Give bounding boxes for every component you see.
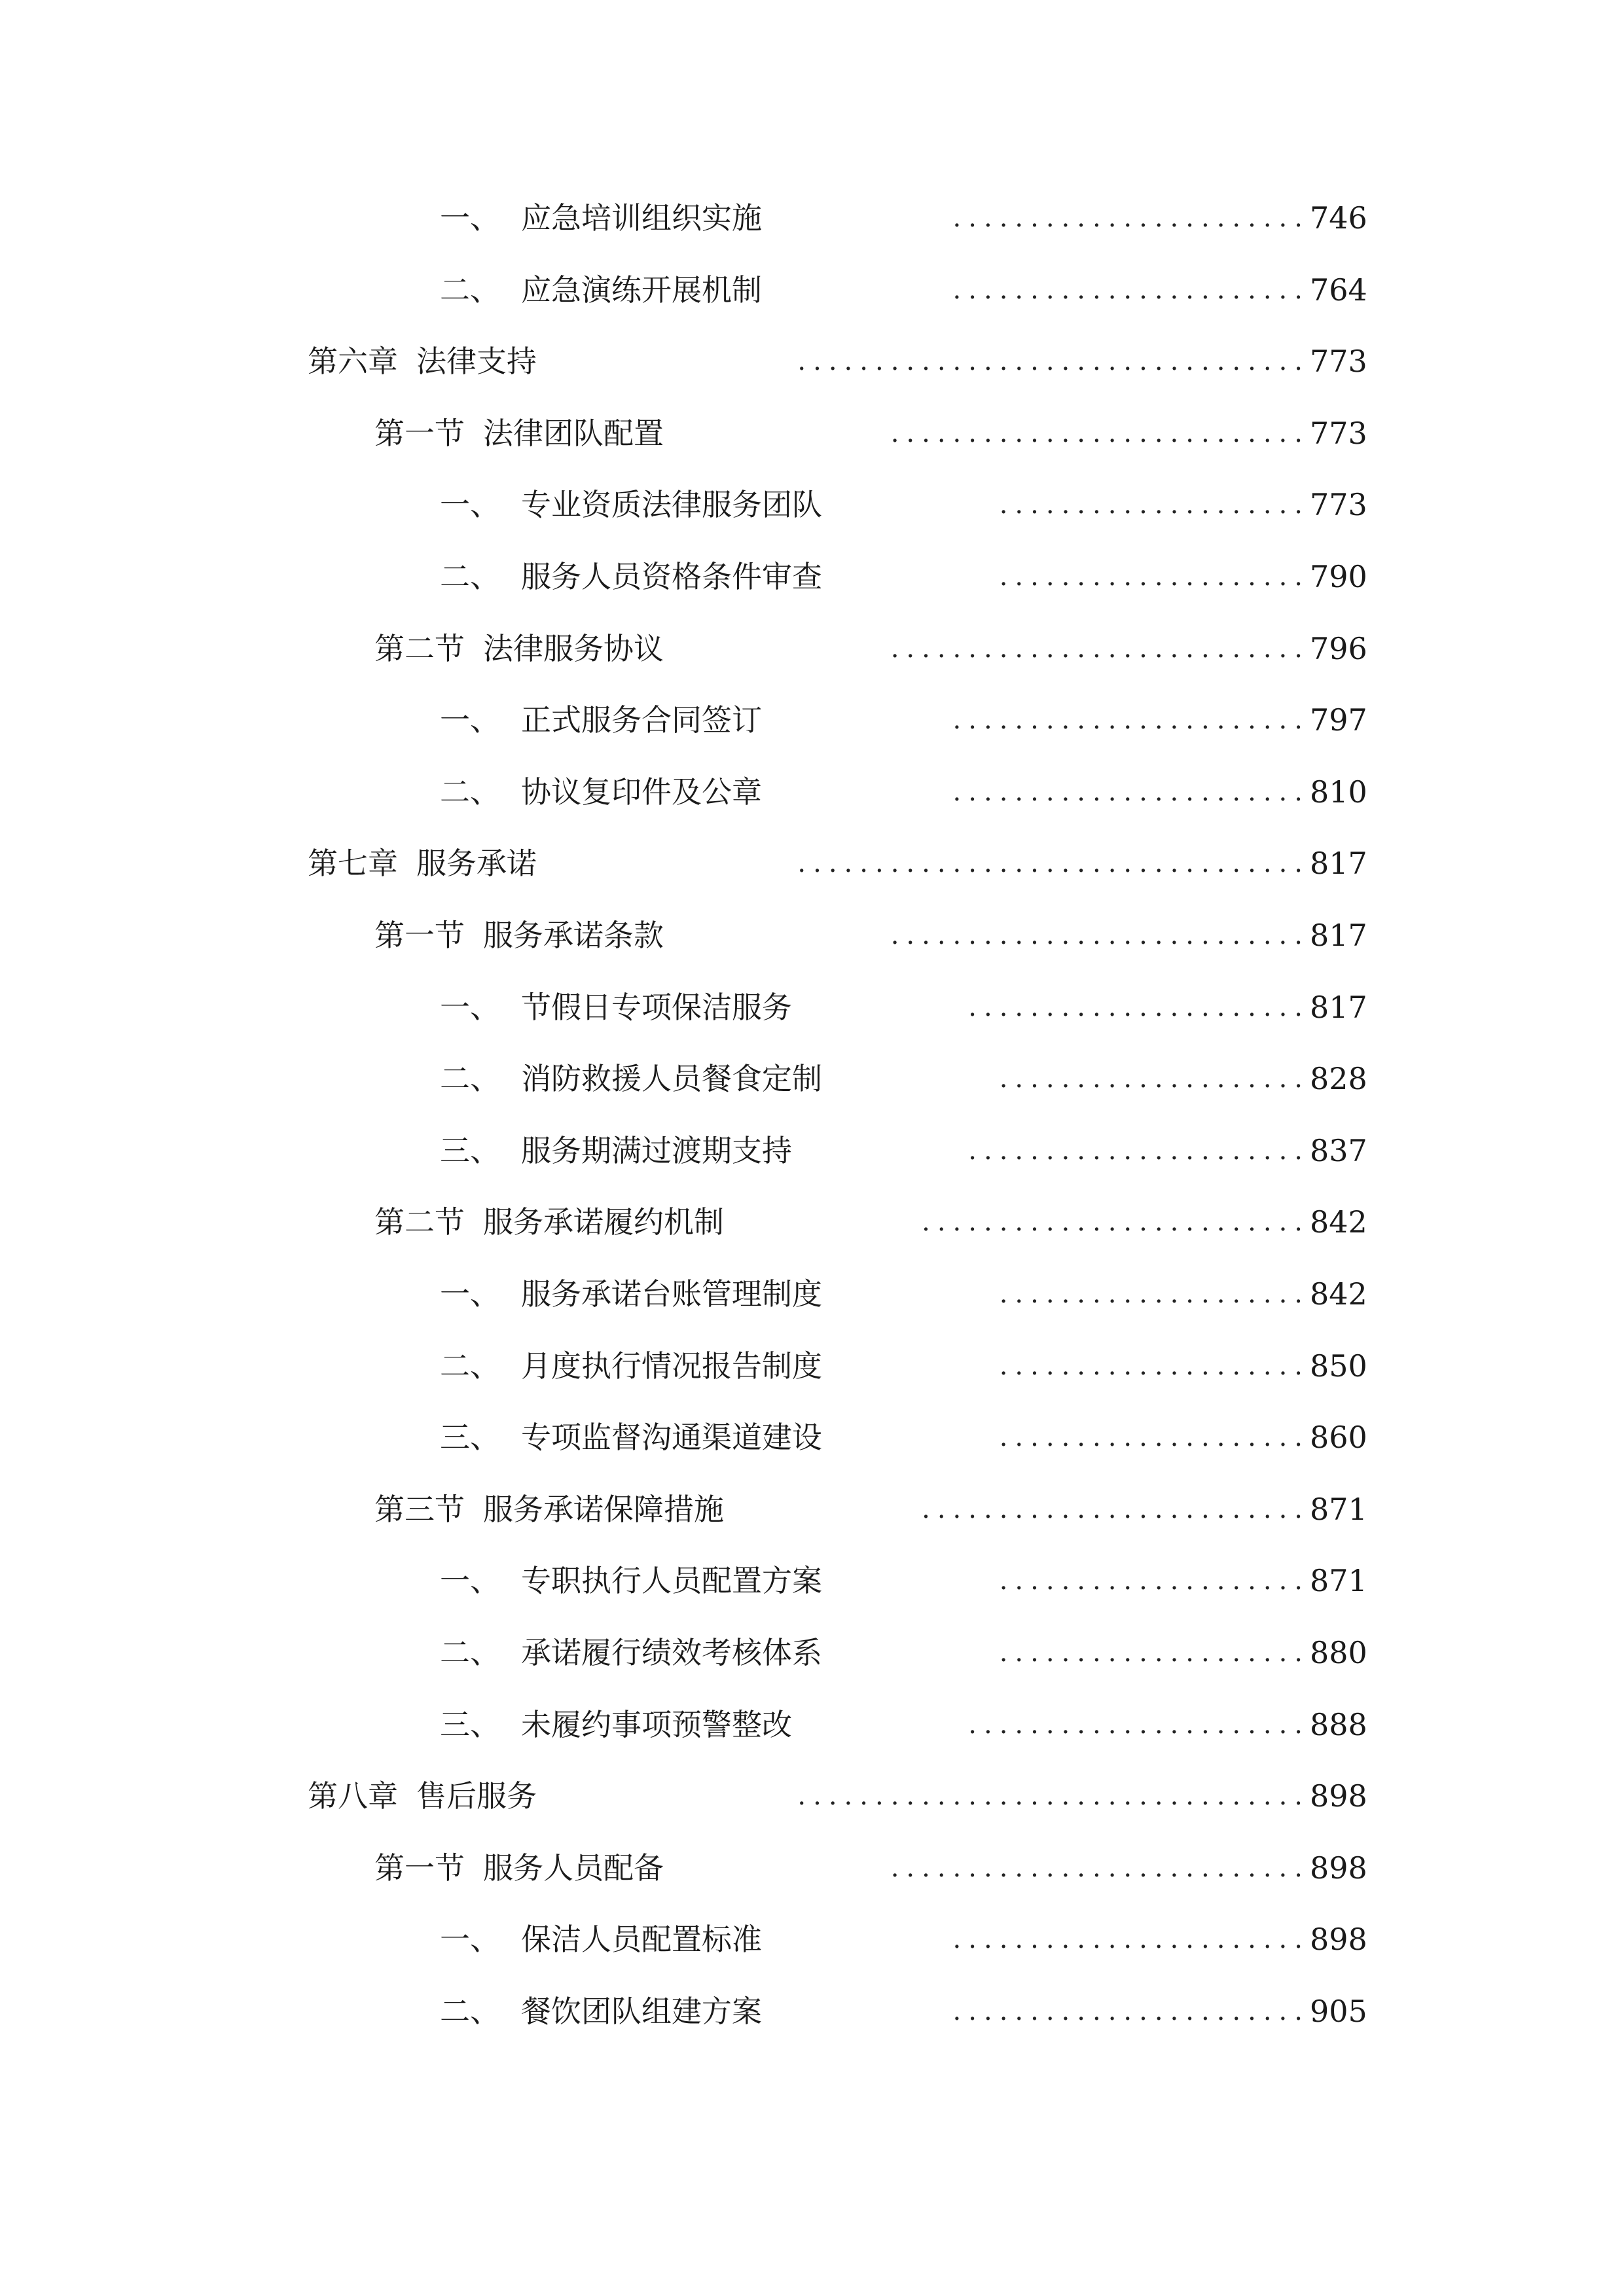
toc-entry-title: 协议复印件及公章 (521, 774, 762, 810)
toc-entry (374, 407, 664, 459)
toc-page-number: 817 (1310, 990, 1367, 1025)
toc-entry (440, 478, 822, 531)
toc-row[interactable] (0, 1626, 1624, 1679)
toc-dot-leader: ....................... (952, 1996, 1310, 2026)
toc-row[interactable] (0, 335, 1624, 387)
toc-row[interactable] (0, 766, 1624, 818)
toc-entry-title: 未履约事项预警整改 (521, 1707, 792, 1742)
toc-entry-number: 二、 (440, 1348, 500, 1384)
toc-entry (374, 1483, 724, 1535)
toc-entry-number: 二、 (440, 559, 500, 594)
toc-row[interactable] (0, 192, 1624, 244)
toc-entry-number: 第一节 (374, 918, 465, 953)
toc-entry-number: 一、 (440, 990, 500, 1025)
toc-dot-leader: ........................... (890, 418, 1310, 448)
toc-entry-number: 一、 (440, 1276, 500, 1312)
toc-entry (440, 1554, 822, 1607)
toc-dot-leader: ........................... (890, 1853, 1310, 1883)
toc-dot-leader: ...................... (968, 1136, 1310, 1166)
toc-entry-number: 二、 (440, 774, 500, 810)
toc-page-number: 898 (1310, 1922, 1367, 1957)
toc-entry (440, 1340, 822, 1392)
toc-dot-leader: ...................... (968, 1710, 1310, 1740)
toc-row[interactable] (0, 1196, 1624, 1248)
toc-page-number: 871 (1310, 1563, 1367, 1598)
toc-page-number: 817 (1310, 918, 1367, 953)
toc-dot-leader: .................... (999, 1064, 1310, 1094)
toc-dot-leader: .................... (999, 1279, 1310, 1309)
toc-entry (440, 1698, 792, 1751)
toc-dot-leader: ......................... (922, 1207, 1310, 1237)
toc-dot-leader: ......................... (922, 1494, 1310, 1524)
toc-entry (440, 1268, 822, 1320)
toc-entry-title: 服务承诺保障措施 (483, 1492, 724, 1527)
toc-entry-title: 服务承诺台账管理制度 (521, 1276, 822, 1312)
toc-entry-title: 应急演练开展机制 (521, 272, 762, 308)
toc-dot-leader: ................................. (797, 848, 1310, 878)
toc-entry (440, 1913, 762, 1965)
toc-entry-number: 一、 (440, 487, 500, 522)
toc-row[interactable] (0, 1340, 1624, 1392)
toc-entry-number: 第八章 (308, 1778, 398, 1814)
toc-entry-number: 第三节 (374, 1492, 465, 1527)
toc-entry (374, 909, 664, 961)
toc-row[interactable] (0, 1913, 1624, 1965)
toc-entry-title: 专项监督沟通渠道建设 (521, 1420, 822, 1455)
toc-dot-leader: ........................... (890, 920, 1310, 950)
toc-row[interactable] (0, 1842, 1624, 1894)
toc-dot-leader: ................................. (797, 1781, 1310, 1811)
toc-page-number: 860 (1310, 1420, 1367, 1455)
toc-entry-number: 三、 (440, 1133, 500, 1168)
toc-row[interactable] (0, 1411, 1624, 1463)
toc-page-number: 796 (1310, 631, 1367, 666)
toc-row[interactable] (0, 694, 1624, 746)
toc-page-number: 850 (1310, 1348, 1367, 1384)
toc-entry-title: 节假日专项保洁服务 (521, 990, 792, 1025)
toc-entry-number: 二、 (440, 1994, 500, 2029)
toc-row[interactable] (0, 1052, 1624, 1105)
toc-page-number: 773 (1310, 416, 1367, 451)
toc-page-number: 842 (1310, 1276, 1367, 1312)
toc-dot-leader: ....................... (952, 705, 1310, 735)
toc-page-number: 764 (1310, 272, 1367, 308)
toc-dot-leader: ...................... (968, 992, 1310, 1022)
toc-entry (440, 1985, 762, 2037)
toc-entry-number: 第七章 (308, 846, 398, 881)
toc-dot-leader: .................... (999, 1566, 1310, 1596)
toc-dot-leader: .................... (999, 490, 1310, 520)
toc-entry (440, 1052, 822, 1105)
toc-entry-title: 专职执行人员配置方案 (521, 1563, 822, 1598)
toc-entry (440, 192, 762, 244)
toc-entry-number: 一、 (440, 702, 500, 738)
toc-dot-leader: ....................... (952, 777, 1310, 807)
toc-dot-leader: ....................... (952, 275, 1310, 305)
toc-page-number: 810 (1310, 774, 1367, 810)
toc-row[interactable] (0, 981, 1624, 1033)
toc-entry (440, 766, 762, 818)
toc-row[interactable] (0, 407, 1624, 459)
toc-entry-title: 消防救援人员餐食定制 (521, 1061, 822, 1096)
toc-entry-title: 正式服务合同签订 (521, 702, 762, 738)
toc-entry (374, 1196, 724, 1248)
toc-dot-leader: ........................... (890, 634, 1310, 664)
toc-row[interactable] (0, 478, 1624, 531)
toc-entry-number: 第六章 (308, 344, 398, 379)
toc-row[interactable] (0, 1698, 1624, 1751)
toc-entry-number: 第二节 (374, 631, 465, 666)
toc-entry-title: 服务人员配备 (483, 1850, 664, 1886)
toc-entry-title: 服务承诺 (416, 846, 537, 881)
toc-entry-title: 服务承诺条款 (483, 918, 664, 953)
toc-row[interactable] (0, 622, 1624, 675)
toc-page-number: 898 (1310, 1778, 1367, 1814)
toc-entry-title: 服务人员资格条件审查 (521, 559, 822, 594)
toc-entry-title: 法律团队配置 (483, 416, 664, 451)
toc-page-number: 797 (1310, 702, 1367, 738)
toc-entry (308, 837, 537, 889)
toc-entry-title: 法律服务协议 (483, 631, 664, 666)
toc-row[interactable] (0, 1770, 1624, 1822)
toc-page-number: 871 (1310, 1492, 1367, 1527)
toc-dot-leader: .................... (999, 1422, 1310, 1452)
toc-entry-number: 三、 (440, 1420, 500, 1455)
toc-dot-leader: .................... (999, 1351, 1310, 1381)
toc-page-number: 817 (1310, 846, 1367, 881)
toc-entry-number: 第二节 (374, 1204, 465, 1240)
toc-dot-leader: .................... (999, 1638, 1310, 1668)
toc-entry (440, 981, 792, 1033)
toc-entry-number: 一、 (440, 200, 500, 236)
toc-entry (374, 1842, 664, 1894)
toc-dot-leader: ................................. (797, 346, 1310, 376)
toc-entry (440, 694, 762, 746)
toc-row[interactable] (0, 837, 1624, 889)
toc-row[interactable] (0, 909, 1624, 961)
toc-entry-title: 专业资质法律服务团队 (521, 487, 822, 522)
toc-entry-number: 二、 (440, 272, 500, 308)
toc-row[interactable] (0, 1554, 1624, 1607)
toc-page-number: 837 (1310, 1133, 1367, 1168)
toc-entry-title: 保洁人员配置标准 (521, 1922, 762, 1957)
toc-row[interactable] (0, 264, 1624, 316)
toc-entry-number: 二、 (440, 1635, 500, 1670)
toc-entry-title: 餐饮团队组建方案 (521, 1994, 762, 2029)
toc-entry-number: 一、 (440, 1922, 500, 1957)
toc-page-number: 905 (1310, 1994, 1367, 2029)
toc-entry-title: 月度执行情况报告制度 (521, 1348, 822, 1384)
toc-row[interactable] (0, 1124, 1624, 1177)
toc-page-number: 746 (1310, 200, 1367, 236)
toc-entry-title: 法律支持 (416, 344, 537, 379)
toc-entry (440, 1124, 792, 1177)
toc-entry-title: 服务期满过渡期支持 (521, 1133, 792, 1168)
toc-dot-leader: .................... (999, 562, 1310, 592)
toc-entry-title: 应急培训组织实施 (521, 200, 762, 236)
toc-entry-title: 售后服务 (416, 1778, 537, 1814)
toc-entry-title: 服务承诺履约机制 (483, 1204, 724, 1240)
toc-page-number: 880 (1310, 1635, 1367, 1670)
toc-page-number: 773 (1310, 487, 1367, 522)
toc-entry (440, 1411, 822, 1463)
toc-entry (308, 1770, 537, 1822)
toc-entry-title: 承诺履行绩效考核体系 (521, 1635, 822, 1670)
toc-entry (440, 550, 822, 603)
toc-entry-number: 二、 (440, 1061, 500, 1096)
toc-entry-number: 第一节 (374, 416, 465, 451)
toc-entry (308, 335, 537, 387)
toc-entry (440, 1626, 822, 1679)
toc-page-number: 898 (1310, 1850, 1367, 1886)
toc-page-number: 842 (1310, 1204, 1367, 1240)
toc-page-number: 773 (1310, 344, 1367, 379)
toc-page-number: 790 (1310, 559, 1367, 594)
toc-row[interactable] (0, 550, 1624, 603)
toc-dot-leader: ....................... (952, 203, 1310, 233)
toc-row[interactable] (0, 1268, 1624, 1320)
toc-entry (440, 264, 762, 316)
toc-row[interactable] (0, 1985, 1624, 2037)
toc-page-number: 828 (1310, 1061, 1367, 1096)
toc-dot-leader: ....................... (952, 1924, 1310, 1954)
toc-entry-number: 三、 (440, 1707, 500, 1742)
toc-entry-number: 一、 (440, 1563, 500, 1598)
toc-row[interactable] (0, 1483, 1624, 1535)
toc-entry-number: 第一节 (374, 1850, 465, 1886)
toc-entry (374, 622, 664, 675)
toc-page-number: 888 (1310, 1707, 1367, 1742)
